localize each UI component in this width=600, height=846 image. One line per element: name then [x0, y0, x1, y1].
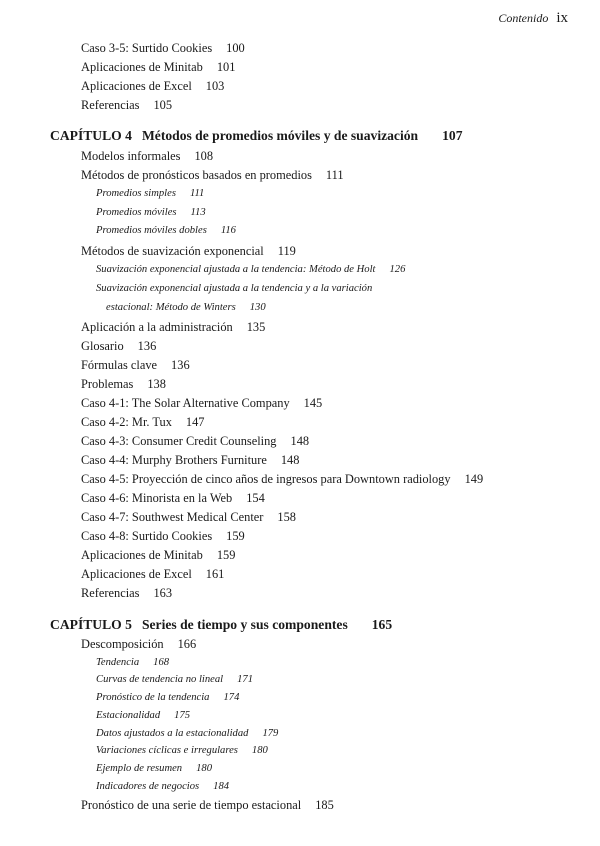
- toc-entry: Caso 4-7: Southwest Medical Center 158: [81, 510, 296, 524]
- running-header-section: Contenido: [498, 11, 549, 25]
- toc-subentry: Suavización exponencial ajustada a la tendencia y a la variación: [96, 283, 373, 294]
- chapter-heading: CAPÍTULO 4 Métodos de promedios móviles y de suavización 107: [50, 128, 463, 143]
- toc-subentry: Variaciones cíclicas e irregulares 180: [96, 745, 268, 756]
- toc-subentry: Suavización exponencial ajustada a la tendencia: Método de Holt 126: [96, 264, 406, 275]
- toc-entry: Caso 4-8: Surtido Cookies 159: [81, 529, 245, 543]
- running-header: [498, 10, 568, 27]
- toc-entry: Métodos de suavización exponencial 119: [81, 244, 296, 258]
- page-number: ix: [556, 10, 568, 26]
- toc-entry: Modelos informales 108: [81, 149, 214, 163]
- toc-subentry: Indicadores de negocios 184: [96, 781, 230, 792]
- toc-subentry: Curvas de tendencia no lineal 171: [96, 674, 253, 685]
- toc-subentry-continuation: estacional: Método de Winters 130: [106, 302, 266, 313]
- toc-subentry: Ejemplo de resumen 180: [96, 763, 212, 774]
- toc-entry: Referencias 163: [81, 586, 173, 600]
- toc-entry: Caso 4-6: Minorista en la Web 154: [81, 491, 265, 505]
- chapter-heading: CAPÍTULO 5 Series de tiempo y sus componentes 165: [50, 617, 393, 632]
- toc-entry: Descomposición 166: [81, 637, 197, 651]
- toc-subentry: Promedios simples 111: [96, 188, 205, 199]
- toc-entry: Aplicaciones de Minitab 101: [81, 60, 236, 74]
- toc-entry: Aplicaciones de Minitab 159: [81, 548, 236, 562]
- toc-entry: Caso 4-4: Murphy Brothers Furniture 148: [81, 453, 300, 467]
- toc-entry: Problemas 138: [81, 377, 166, 391]
- toc-entry: Caso 4-3: Consumer Credit Counseling 148: [81, 434, 310, 448]
- toc-entry: Referencias 105: [81, 98, 173, 112]
- toc-entry: Aplicaciones de Excel 161: [81, 567, 225, 581]
- toc-subentry: Pronóstico de la tendencia 174: [96, 692, 240, 703]
- toc-subentry: Tendencia 168: [96, 657, 170, 668]
- toc-entry: Fórmulas clave 136: [81, 358, 190, 372]
- toc-entry: Glosario 136: [81, 339, 157, 353]
- toc-entry: Caso 4-5: Proyección de cinco años de ingresos para Downtown radiology 149: [81, 472, 484, 486]
- toc-entry: Caso 3-5: Surtido Cookies 100: [81, 41, 245, 55]
- toc-entry: Pronóstico de una serie de tiempo estacional 185: [81, 798, 334, 812]
- toc-subentry: Promedios móviles 113: [96, 207, 206, 218]
- toc-entry: Métodos de pronósticos basados en promedios 111: [81, 168, 344, 182]
- toc-subentry: Datos ajustados a la estacionalidad 179: [96, 728, 279, 739]
- toc-entry: Aplicaciones de Excel 103: [81, 79, 225, 93]
- toc-subentry: Promedios móviles dobles 116: [96, 225, 236, 236]
- toc-entry: Caso 4-1: The Solar Alternative Company 145: [81, 396, 323, 410]
- toc-subentry: Estacionalidad 175: [96, 710, 191, 721]
- toc-entry: Aplicación a la administración 135: [81, 320, 266, 334]
- toc-entry: Caso 4-2: Mr. Tux 147: [81, 415, 205, 429]
